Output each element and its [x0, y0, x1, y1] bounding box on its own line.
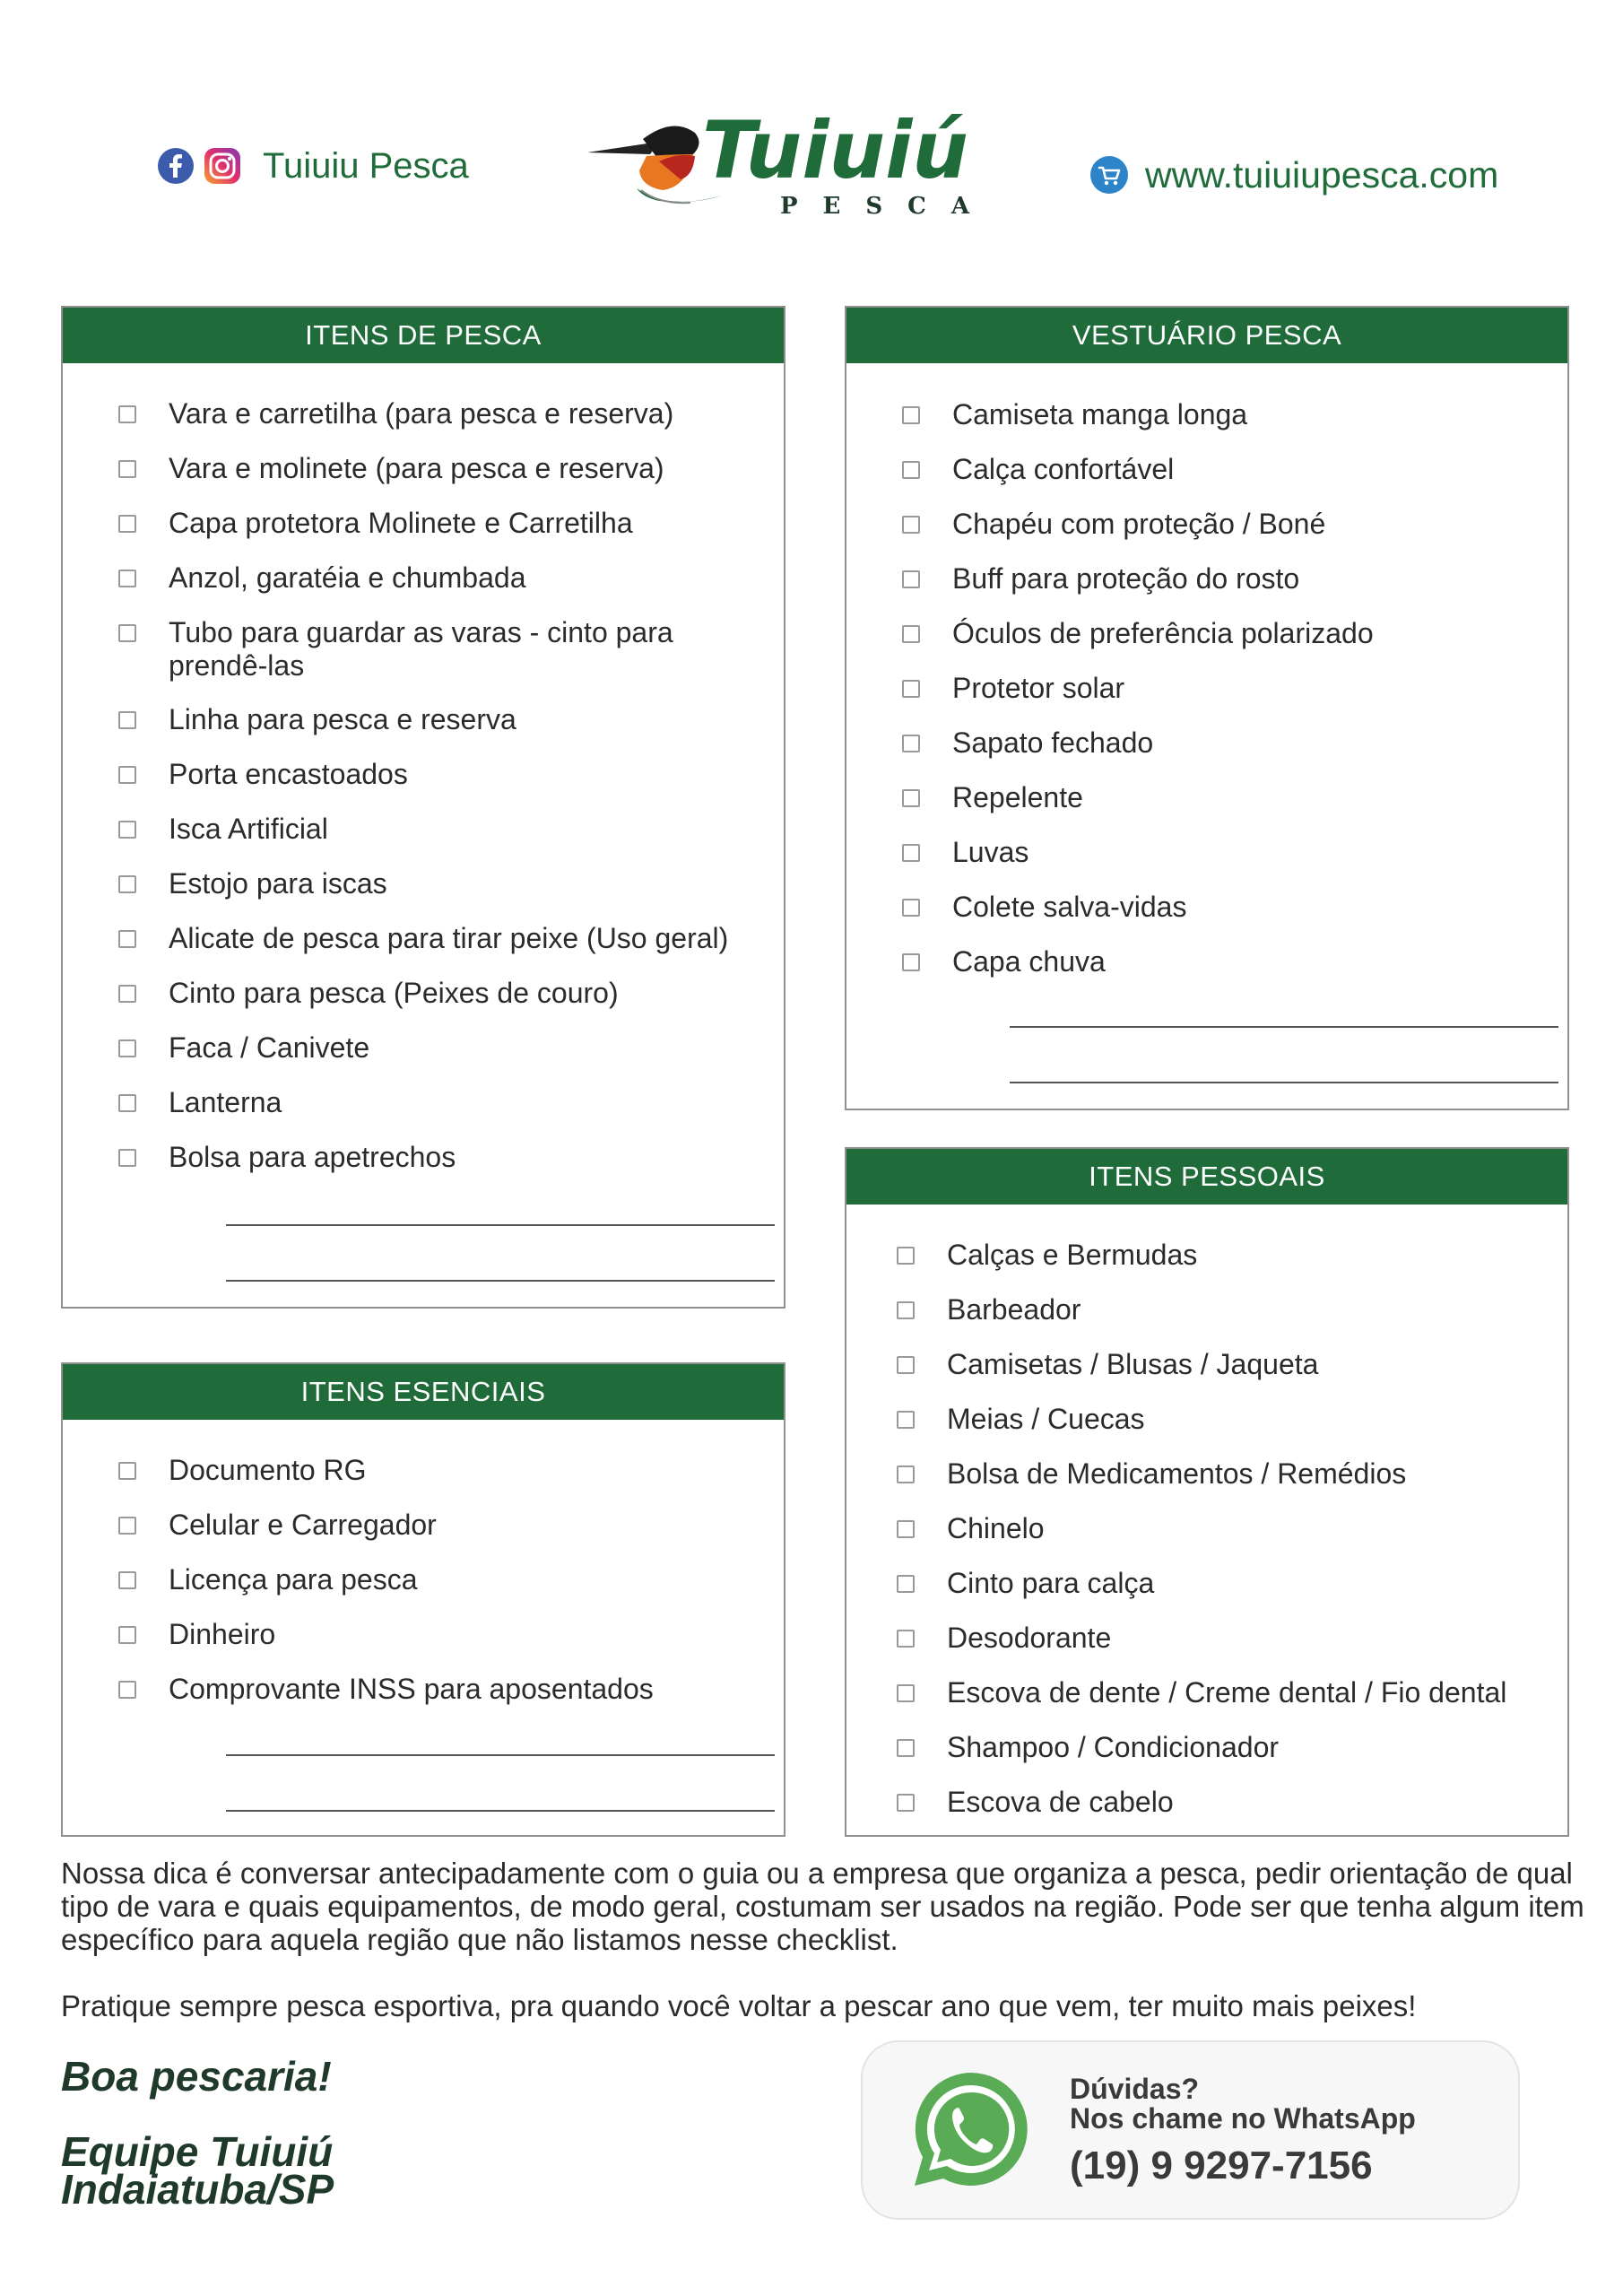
social-handles: [157, 139, 469, 193]
signature: [61, 2128, 334, 2213]
checkbox[interactable]: [902, 516, 920, 534]
tip-paragraph: Nossa dica é conversar antecipadamente com o guia ou a empresa que organiza a pesca, pedir orientação de qual tipo de vara e quais equipamentos, de modo geral, costumam ser usados na região. Pode ser que tenha algum item específico para aquela região que não listamos nesse checklist.: [61, 1857, 1584, 1956]
blank-line[interactable]: [1010, 1026, 1558, 1028]
blank-line[interactable]: [226, 1224, 775, 1226]
facebook-icon[interactable]: [157, 147, 195, 185]
checklist-item[interactable]: Isca Artificial: [118, 813, 775, 846]
panel-vestuario: [845, 306, 1569, 1110]
checklist-item[interactable]: Cinto para calça: [897, 1567, 1558, 1600]
checkbox[interactable]: [897, 1630, 915, 1648]
checkbox[interactable]: [902, 625, 920, 643]
checklist-item[interactable]: Lanterna: [118, 1086, 775, 1119]
checkbox[interactable]: [897, 1465, 915, 1483]
checklist-item[interactable]: Repelente: [902, 781, 1558, 814]
checklist-item[interactable]: Camisetas / Blusas / Jaqueta: [897, 1348, 1558, 1381]
checklist-item[interactable]: Vara e molinete (para pesca e reserva): [118, 452, 775, 485]
checklist-item[interactable]: Meias / Cuecas: [897, 1403, 1558, 1436]
checklist-item[interactable]: Faca / Canivete: [118, 1031, 775, 1065]
checkbox[interactable]: [118, 1039, 136, 1057]
greeting: Boa pescaria!: [61, 2053, 332, 2100]
checklist-item[interactable]: Desodorante: [897, 1622, 1558, 1655]
checklist-item[interactable]: Porta encastoados: [118, 758, 775, 791]
checkbox[interactable]: [902, 461, 920, 479]
checkbox[interactable]: [118, 1571, 136, 1589]
checklist-item[interactable]: Alicate de pesca para tirar peixe (Uso geral): [118, 922, 775, 955]
checklist-item[interactable]: Cinto para pesca (Peixes de couro): [118, 977, 775, 1010]
checklist-item[interactable]: Capa chuva: [902, 945, 1558, 978]
social-handle-label: Tuiuiu Pesca: [263, 145, 469, 186]
checklist-item[interactable]: Buff para proteção do rosto: [902, 562, 1558, 596]
checkbox[interactable]: [118, 515, 136, 533]
checkbox[interactable]: [902, 789, 920, 807]
checkbox[interactable]: [902, 844, 920, 862]
checkbox[interactable]: [118, 405, 136, 423]
checkbox[interactable]: [902, 953, 920, 971]
checkbox[interactable]: [897, 1575, 915, 1593]
panel-title: ITENS ESENCIAIS: [63, 1364, 784, 1420]
checkbox[interactable]: [902, 899, 920, 917]
checkbox[interactable]: [118, 1462, 136, 1480]
checklist-item[interactable]: Colete salva-vidas: [902, 891, 1558, 924]
shopping-cart-icon: [1089, 155, 1129, 195]
tip-text: [61, 1857, 1585, 2022]
checkbox[interactable]: [118, 1681, 136, 1699]
whatsapp-icon[interactable]: [907, 2066, 1035, 2193]
logo-wordmark: Tuiuiú: [702, 104, 968, 196]
checklist-item[interactable]: Vara e carretilha (para pesca e reserva): [118, 397, 775, 430]
website[interactable]: [1089, 148, 1498, 202]
checklist-item[interactable]: Celular e Carregador: [118, 1509, 775, 1542]
panel-pessoais: [845, 1147, 1569, 1837]
checklist-item[interactable]: Camiseta manga longa: [902, 398, 1558, 431]
checkbox[interactable]: [897, 1247, 915, 1265]
checklist-item[interactable]: Bolsa de Medicamentos / Remédios: [897, 1457, 1558, 1491]
instagram-icon[interactable]: [204, 147, 241, 185]
panel-title: ITENS DE PESCA: [63, 308, 784, 363]
checklist-item[interactable]: Barbeador: [897, 1293, 1558, 1326]
panel-essenciais: [61, 1362, 785, 1837]
checklist-item[interactable]: Óculos de preferência polarizado: [902, 617, 1558, 650]
team-name: Equipe Tuiuiú: [61, 2128, 334, 2175]
practice-paragraph: Pratique sempre pesca esportiva, pra quando você voltar a pescar ano que vem, ter muito mais peixes!: [61, 1989, 1417, 2022]
blank-line[interactable]: [1010, 1082, 1558, 1083]
panel-title: ITENS PESSOAIS: [846, 1149, 1567, 1205]
checkbox[interactable]: [118, 1626, 136, 1644]
checkbox[interactable]: [118, 766, 136, 784]
whatsapp-phone[interactable]: (19) 9 9297-7156: [1070, 2144, 1373, 2187]
checklist-item[interactable]: Linha para pesca e reserva: [118, 703, 775, 736]
whatsapp-question: Dúvidas?: [1070, 2073, 1200, 2105]
checklist-item[interactable]: Anzol, garatéia e chumbada: [118, 561, 775, 595]
checkbox[interactable]: [897, 1411, 915, 1429]
checklist-item[interactable]: Estojo para iscas: [118, 867, 775, 900]
checkbox[interactable]: [118, 930, 136, 948]
checkbox[interactable]: [118, 711, 136, 729]
checkbox[interactable]: [118, 875, 136, 893]
checkbox[interactable]: [118, 1149, 136, 1167]
checklist-item[interactable]: Comprovante INSS para aposentados: [118, 1673, 775, 1706]
blank-line[interactable]: [226, 1754, 775, 1756]
checklist-item[interactable]: Calça confortável: [902, 453, 1558, 486]
checkbox[interactable]: [902, 570, 920, 588]
whatsapp-call-to-action: Nos chame no WhatsApp: [1070, 2102, 1416, 2135]
checkbox[interactable]: [897, 1794, 915, 1812]
checkbox[interactable]: [118, 624, 136, 642]
website-link[interactable]: www.tuiuiupesca.com: [1145, 153, 1499, 196]
checklist-item[interactable]: Calças e Bermudas: [897, 1239, 1558, 1272]
checklist-item[interactable]: Bolsa para apetrechos: [118, 1141, 775, 1174]
checklist-item[interactable]: Escova de dente / Creme dental / Fio dental: [897, 1676, 1558, 1709]
checkbox[interactable]: [118, 570, 136, 587]
checkbox[interactable]: [118, 1094, 136, 1112]
checklist-item[interactable]: Capa protetora Molinete e Carretilha: [118, 507, 775, 540]
checkbox[interactable]: [902, 406, 920, 424]
checkbox[interactable]: [902, 735, 920, 752]
checklist-item[interactable]: Sapato fechado: [902, 726, 1558, 760]
checklist-item[interactable]: Licença para pesca: [118, 1563, 775, 1596]
team-city: Indaiatuba/SP: [61, 2166, 334, 2213]
tuiuiu-logo: [587, 90, 1000, 224]
checklist-item[interactable]: Shampoo / Condicionador: [897, 1731, 1558, 1764]
checkbox[interactable]: [897, 1356, 915, 1374]
checkbox[interactable]: [118, 1517, 136, 1535]
checkbox[interactable]: [118, 985, 136, 1003]
checklist-item[interactable]: Luvas: [902, 836, 1558, 869]
checklist-item[interactable]: Escova de cabelo: [897, 1786, 1558, 1819]
checkbox[interactable]: [118, 460, 136, 478]
checklist-item[interactable]: Documento RG: [118, 1454, 775, 1487]
panel-itens-pesca: [61, 306, 785, 1309]
checkbox[interactable]: [897, 1301, 915, 1319]
checkbox[interactable]: [897, 1520, 915, 1538]
checkbox[interactable]: [118, 821, 136, 839]
checklist-item[interactable]: Tubo para guardar as varas - cinto para prendê-las: [118, 616, 692, 683]
panel-title: VESTUÁRIO PESCA: [846, 308, 1567, 363]
checklist-item[interactable]: Protetor solar: [902, 672, 1558, 705]
checkbox[interactable]: [902, 680, 920, 698]
checklist-item[interactable]: Dinheiro: [118, 1618, 775, 1651]
checkbox[interactable]: [897, 1684, 915, 1702]
checklist-item[interactable]: Chapéu com proteção / Boné: [902, 508, 1558, 541]
blank-line[interactable]: [226, 1810, 775, 1812]
checklist-item[interactable]: Chinelo: [897, 1512, 1558, 1545]
logo-tagline: PESCA: [780, 193, 995, 220]
checkbox[interactable]: [897, 1739, 915, 1757]
blank-line[interactable]: [226, 1280, 775, 1282]
